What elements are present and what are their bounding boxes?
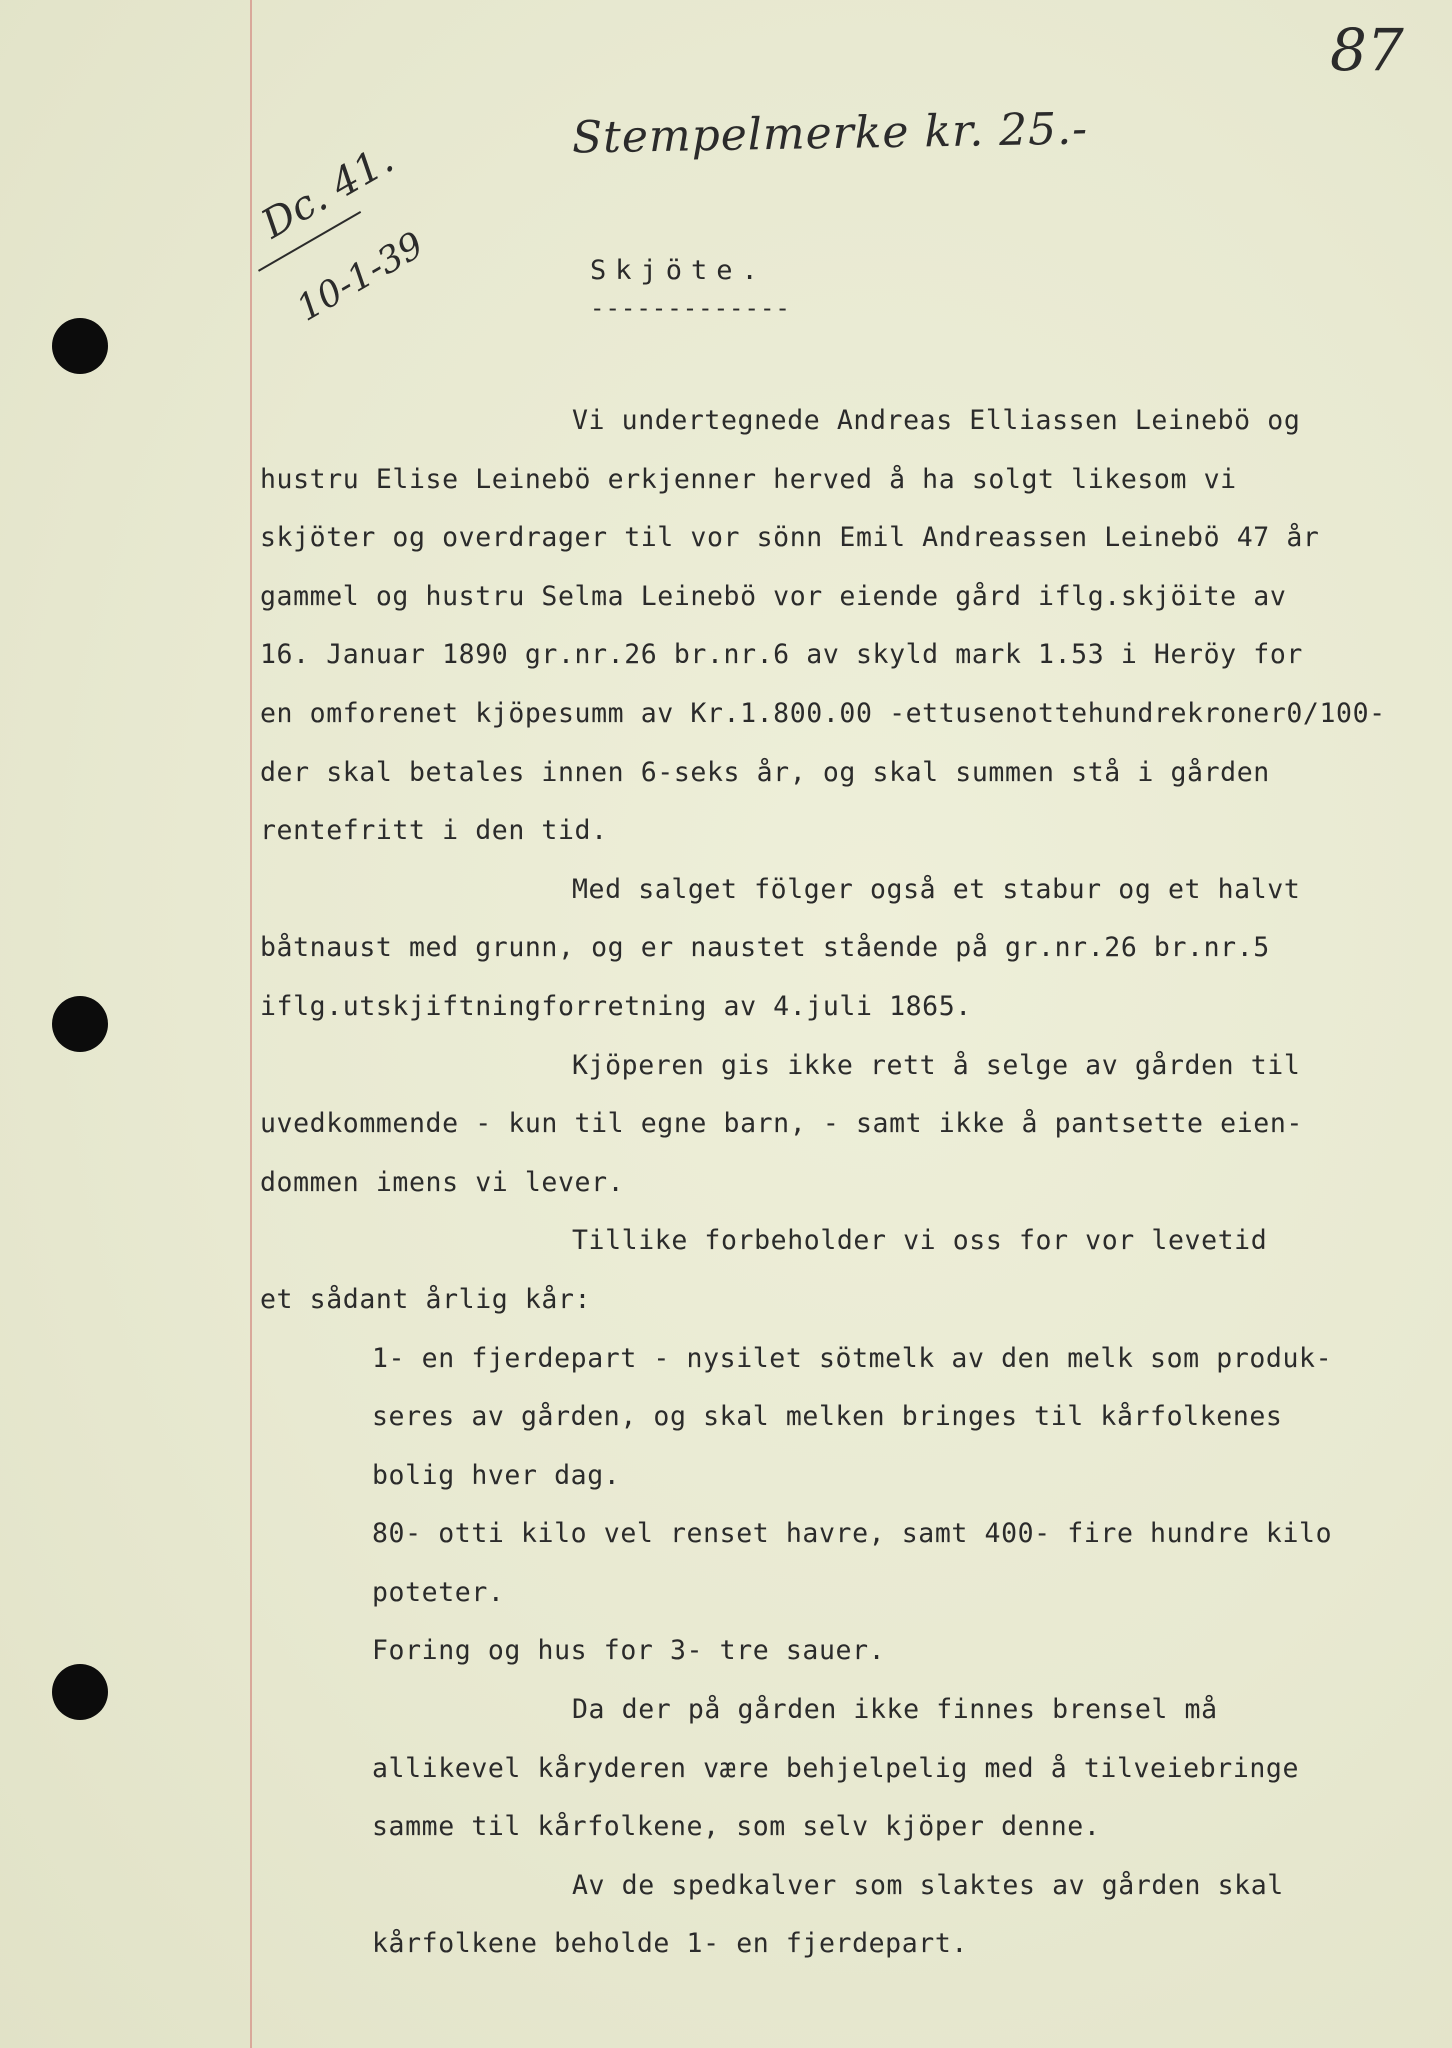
text-line: dommen imens vi lever.	[260, 1166, 625, 1198]
text-line: bolig hver dag.	[372, 1459, 621, 1491]
text-line: et sådant årlig kår:	[260, 1283, 592, 1315]
text-line: Tillike forbeholder vi oss for vor levetid	[572, 1225, 1268, 1257]
text-line: uvedkommende - kun til egne barn, - samt ikke å pantsette eien-	[260, 1108, 1303, 1140]
text-line: Vi undertegnede Andreas Elliassen Leinebö og	[572, 405, 1301, 436]
text-line: gammel og hustru Selma Leinebö vor eiende gård iflg.skjöite av	[260, 580, 1287, 612]
text-line: der skal betales innen 6-seks år, og skal summen stå i gården	[260, 756, 1270, 788]
document-title: Skjöte.	[590, 255, 767, 286]
text-line: 1- en fjerdepart - nysilet sötmelk av den melk som produk-	[372, 1342, 1333, 1374]
title-underline: -------------	[590, 294, 791, 322]
page-number: 87	[1330, 16, 1404, 84]
text-line: en omforenet kjöpesumm av Kr.1.800.00 -ettusenottehundrekroner0/100-	[260, 697, 1386, 729]
text-line: kårfolkene beholde 1- en fjerdepart.	[372, 1928, 968, 1960]
text-line: Av de spedkalver som slaktes av gården skal	[572, 1869, 1284, 1901]
text-line: Da der på gården ikke finnes brensel må	[572, 1694, 1218, 1726]
text-line: Kjöperen gis ikke rett å selge av gården til	[572, 1049, 1301, 1081]
text-line: seres av gården, og skal melken bringes til kårfolkenes	[372, 1401, 1283, 1433]
text-line: allikevel kåryderen være behjelpelig med å tilveiebringe	[372, 1752, 1300, 1784]
punch-hole	[52, 318, 108, 374]
text-line: samme til kårfolkene, som selv kjöper denne.	[372, 1811, 1101, 1843]
margin-rule	[250, 0, 252, 2048]
text-line: Med salget fölger også et stabur og et halvt	[572, 873, 1301, 905]
text-line: rentefritt i den tid.	[260, 815, 608, 847]
text-line: skjöter og overdrager til vor sönn Emil Andreassen Leinebö 47 år	[260, 522, 1320, 554]
text-line: 16. Januar 1890 gr.nr.26 br.nr.6 av skyld mark 1.53 i Heröy for	[260, 639, 1303, 671]
punch-hole	[52, 996, 108, 1052]
text-line: 80- otti kilo vel renset havre, samt 400- fire hundre kilo	[372, 1518, 1333, 1550]
text-line: hustru Elise Leinebö erkjenner herved å ha solgt likesom vi	[260, 463, 1237, 495]
text-line: Foring og hus for 3- tre sauer.	[372, 1635, 886, 1667]
text-line: iflg.utskjiftningforretning av 4.juli 1865.	[260, 990, 972, 1022]
punch-hole	[52, 1664, 108, 1720]
stamp-duty-note: Stempelmerke kr. 25.-	[571, 103, 1089, 164]
registration-number: Dc. 41.	[254, 136, 402, 248]
registration-date: 10-1-39	[290, 224, 431, 330]
deed-body	[260, 392, 1430, 1974]
text-line: båtnaust med grunn, og er naustet stående på gr.nr.26 br.nr.5	[260, 932, 1270, 964]
text-line: poteter.	[372, 1576, 505, 1608]
